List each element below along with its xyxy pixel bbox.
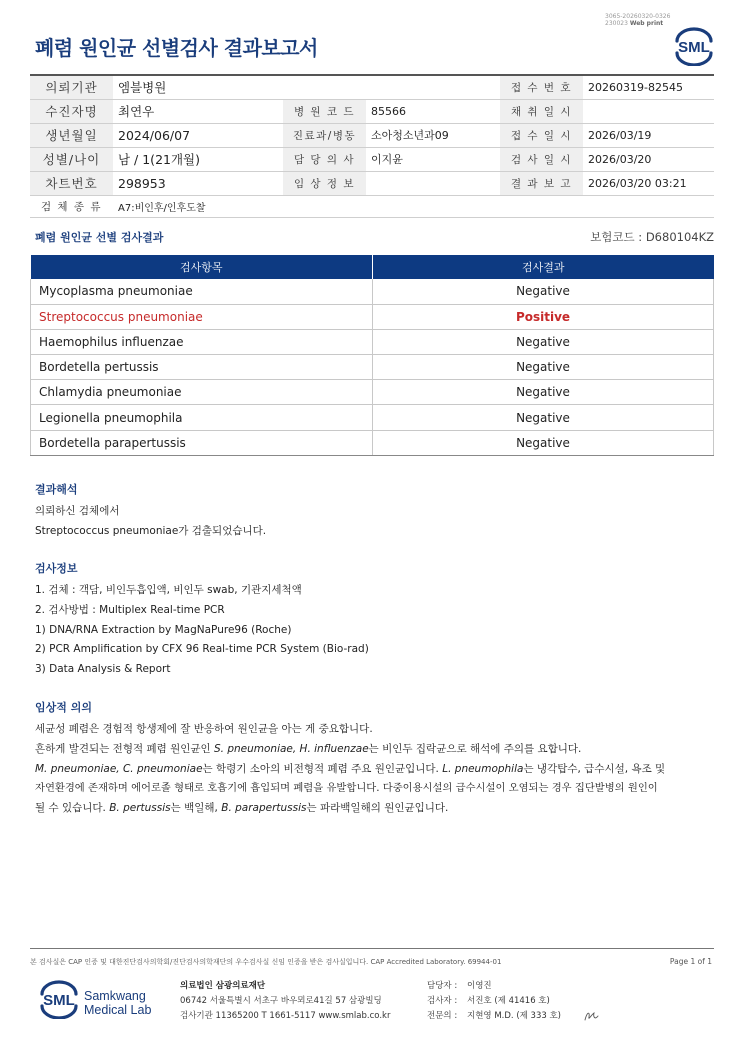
interpretation-section xyxy=(35,481,715,542)
info-value: 최연우 xyxy=(118,104,155,119)
clinical-title: 임상적 의의 xyxy=(35,701,92,714)
test-result: Positive xyxy=(373,304,714,329)
info-label: 결 과 보 고 xyxy=(500,171,583,195)
info-label: 수진자명 xyxy=(30,99,113,123)
table-row-positive xyxy=(31,304,714,329)
staff-row: 전문의 : 지현영 M.D. (제 333 호) xyxy=(427,1011,562,1021)
test-item: Haemophilus influenzae xyxy=(31,329,373,354)
info-value: 298953 xyxy=(118,175,166,191)
test-result: Negative xyxy=(373,329,714,354)
sml-logo-icon xyxy=(672,26,716,66)
footer-logo-text: SML xyxy=(43,992,75,1009)
clinical-line: 흔하게 발견되는 전형적 폐렴 원인균인 S. pneumoniae, H. influenzae는 비인두 집락균으로 해석에 주의를 요합니다. xyxy=(35,742,582,755)
sml-footer-logo-icon xyxy=(36,979,82,1019)
info-label: 임 상 정 보 xyxy=(283,171,366,195)
footer-organization xyxy=(180,979,390,1024)
info-value: 엠블병원 xyxy=(118,80,167,96)
info-label: 접 수 일 시 xyxy=(500,123,583,147)
info-row xyxy=(30,123,714,147)
test-result: Negative xyxy=(373,355,714,380)
patient-info-table xyxy=(30,74,714,218)
logo-text: SML xyxy=(678,39,710,56)
info-label: 생년월일 xyxy=(30,123,113,147)
info-row xyxy=(30,147,714,171)
test-info-line: 1. 검체 : 객담, 비인두흡입액, 비인두 swab, 기관지세척액 xyxy=(35,584,302,596)
page-title: 폐렴 원인균 선별검사 결과보고서 xyxy=(35,36,318,60)
interpretation-line: Streptococcus pneumoniae가 검출되었습니다. xyxy=(35,524,267,537)
clinical-section xyxy=(35,699,715,819)
accreditation-note: 본 검사실은 CAP 인증 및 대한진단검사의학회/진단검사의학재단의 우수검사실 신임 인증을 받은 검사실입니다. CAP Accredited Laboratory. 69944-01 xyxy=(30,958,502,966)
org-contact: 검사기관 11365200 T 1661-5117 www.smlab.co.kr xyxy=(180,1011,391,1021)
info-spacer xyxy=(283,75,366,99)
test-item: Chlamydia pneumoniae xyxy=(31,380,373,405)
info-value: 2026/03/19 xyxy=(588,128,652,142)
header-item: 검사항목 xyxy=(31,255,373,279)
test-info-section xyxy=(35,560,715,680)
info-label: 접 수 번 호 xyxy=(500,75,583,99)
table-row xyxy=(31,430,714,455)
test-item: Streptococcus pneumoniae xyxy=(31,304,373,329)
info-value xyxy=(366,171,500,195)
print-meta xyxy=(605,13,670,27)
table-row xyxy=(31,329,714,354)
test-info-line: 1) DNA/RNA Extraction by MagNaPure96 (Roche) xyxy=(35,623,292,636)
clinical-line: 세균성 폐렴은 경험적 항생제에 잘 반응하여 원인균을 아는 게 중요합니다. xyxy=(35,723,373,735)
info-label: 검 사 일 시 xyxy=(500,147,583,171)
info-label: 담 당 의 사 xyxy=(283,147,366,171)
info-value: 85566 xyxy=(371,104,406,118)
staff-row: 검사자 : 서진호 (제 41416 호) xyxy=(427,996,550,1006)
insurance-code: 보험코드 : D680104KZ xyxy=(590,230,714,244)
clinical-line: 될 수 있습니다. B. pertussis는 백일해, B. parapertussis는 파라백일해의 원인균입니다. xyxy=(35,802,449,815)
footer-staff xyxy=(427,979,561,1024)
results-header-row xyxy=(31,255,714,279)
info-label: 병 원 코 드 xyxy=(283,99,366,123)
signature-icon xyxy=(582,1008,600,1024)
test-info-line: 2) PCR Amplification by CFX 96 Real-time PCR System (Bio-rad) xyxy=(35,643,369,656)
org-address: 06742 서울특별시 서초구 바우뫼로41길 57 삼광빌딩 xyxy=(180,996,382,1006)
table-row xyxy=(31,279,714,304)
print-meta-line1: 3065-20260320-0326 xyxy=(605,13,671,20)
info-value: 20260319-82545 xyxy=(588,80,683,94)
header-result: 검사결과 xyxy=(373,255,714,279)
info-label: 차트번호 xyxy=(30,171,113,195)
staff-row: 담당자 : 이영진 xyxy=(427,981,492,991)
test-item: Legionella pneumophila xyxy=(31,405,373,430)
test-item: Mycoplasma pneumoniae xyxy=(31,279,373,304)
info-value: 2026/03/20 03:21 xyxy=(588,176,687,190)
clinical-line: 자연환경에 존재하며 에어로졸 형태로 호흡기에 흡입되며 폐렴을 유발합니다. 다중이용시설의 급수시설이 오염되는 경우 집단발병의 원인이 xyxy=(35,782,658,795)
info-label: 의뢰기관 xyxy=(30,75,113,99)
specimen-label: 검 체 종 류 xyxy=(30,195,113,217)
test-item: Bordetella pertussis xyxy=(31,355,373,380)
info-value: 2024/06/07 xyxy=(118,127,191,143)
info-value: 2026/03/20 xyxy=(588,152,652,166)
test-info-title: 검사정보 xyxy=(35,562,78,575)
info-label: 성별/나이 xyxy=(30,147,113,171)
test-item: Bordetella parapertussis xyxy=(31,430,373,455)
footer-brand xyxy=(84,989,151,1017)
interpretation-title: 결과해석 xyxy=(35,483,78,496)
test-result: Negative xyxy=(373,380,714,405)
table-row xyxy=(31,355,714,380)
info-row xyxy=(30,99,714,123)
test-result: Negative xyxy=(373,430,714,455)
org-name: 의료법인 삼광의료재단 xyxy=(180,981,266,991)
results-table xyxy=(30,255,714,456)
clinical-line: M. pneumoniae, C. pneumoniae는 학령기 소아의 비전형적 폐렴 주요 원인균입니다. L. pneumophila는 냉각탑수, 급수시설, 욕조 및 xyxy=(35,762,666,775)
test-info-line: 2. 검사방법 : Multiplex Real-time PCR xyxy=(35,603,225,616)
info-value: 소아청소년과09 xyxy=(371,129,449,142)
info-value: 이지윤 xyxy=(371,153,403,166)
test-result: Negative xyxy=(373,279,714,304)
info-row xyxy=(30,75,714,99)
table-row xyxy=(31,405,714,430)
footer-divider xyxy=(30,948,714,949)
page-number: Page 1 of 1 xyxy=(669,957,712,966)
results-section-title: 폐렴 원인균 선별 검사결과 xyxy=(35,231,164,244)
print-meta-line2: 230023 Web print xyxy=(605,20,664,27)
info-row-specimen xyxy=(30,195,714,217)
test-info-line: 3) Data Analysis & Report xyxy=(35,663,171,676)
test-result: Negative xyxy=(373,405,714,430)
info-value: 남 / 1(21개월) xyxy=(118,152,200,167)
brand-line1: Samkwang xyxy=(84,989,146,1003)
info-label: 채 취 일 시 xyxy=(500,99,583,123)
interpretation-line: 의뢰하신 검체에서 xyxy=(35,505,120,517)
info-spacer xyxy=(366,75,500,99)
info-row xyxy=(30,171,714,195)
specimen-value: A7:비인후/인후도찰 xyxy=(118,202,206,214)
brand-line2: Medical Lab xyxy=(84,1003,152,1017)
info-value xyxy=(583,99,714,123)
info-label: 진료과/병동 xyxy=(283,123,366,147)
table-row xyxy=(31,380,714,405)
